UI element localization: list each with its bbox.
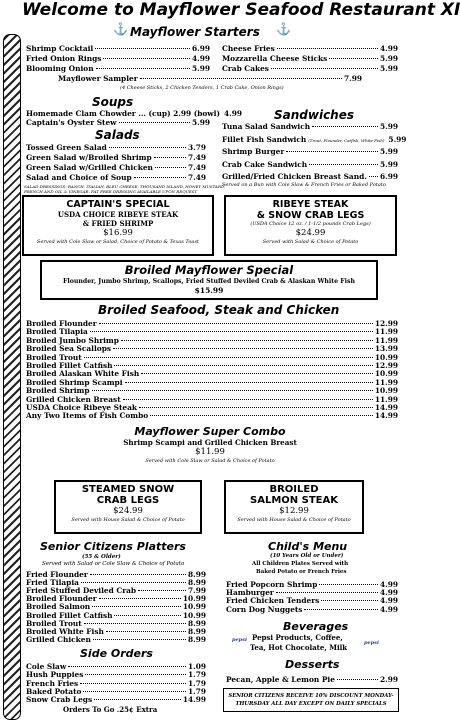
broiled-heading: Broiled Seafood, Steak and Chicken xyxy=(98,303,340,317)
item-price: 8.99 xyxy=(187,618,206,628)
item-price: 11.99 xyxy=(374,377,398,387)
item-price: 7.49 xyxy=(187,163,206,172)
item-price: 5.99 xyxy=(388,134,407,144)
sandwiches-heading: Sandwiches xyxy=(274,108,355,122)
discount-text: SENIOR CITIZENS RECEIVE 10% DISCOUNT MONDAY- xyxy=(228,693,394,699)
list-item xyxy=(226,675,398,684)
item-name: Broiled Flounder xyxy=(26,594,97,604)
item-name: Fried Flounder xyxy=(26,570,88,579)
childs-sub: Baked Potato or French Fries xyxy=(256,569,347,575)
item-name: Blooming Onion xyxy=(26,64,94,73)
item-price: 4.99 xyxy=(223,109,242,118)
item-price: 7.99 xyxy=(187,586,206,596)
box-note: Served with Salad & Choice of Potato xyxy=(262,239,359,245)
salmon-box xyxy=(224,480,364,534)
item-price: 10.99 xyxy=(182,594,206,604)
box-subtitle: (USDA Choice 12 oz. / 1-1/2 pounds Crab Legs) xyxy=(250,221,371,227)
item-name: Broiled Fillet Catfish xyxy=(26,610,113,620)
box-title: SALMON STEAK xyxy=(250,495,338,506)
box-title: Broiled Mayflower Special xyxy=(124,263,294,277)
item-price: 10.99 xyxy=(374,386,398,396)
item-price: 5.99 xyxy=(379,54,398,63)
senior-sub: (55 & Older) xyxy=(82,554,121,560)
item-price: 14.99 xyxy=(182,695,206,705)
childs-sub: (10 Years Old or Under) xyxy=(270,553,344,559)
list-item xyxy=(222,54,398,63)
item-price: 8.99 xyxy=(187,578,206,588)
item-name: Broiled Shrimp xyxy=(26,386,90,396)
item-price: 6.99 xyxy=(379,172,398,181)
senior-heading: Senior Citizens Platters xyxy=(40,540,186,553)
item-name: Broiled Shrimp Scampi xyxy=(26,377,123,387)
item-name: Tossed Green Salad xyxy=(26,143,107,152)
list-item xyxy=(222,172,398,181)
item-price: 1.79 xyxy=(187,678,206,688)
item-name: Fried Popcorn Shrimp xyxy=(226,580,318,589)
item-name: Hush Puppies xyxy=(26,670,84,680)
item-name: Broiled Salmon xyxy=(26,602,91,612)
item-name: Shrimp Burger xyxy=(222,147,285,156)
box-subtitle: & FRIED SHRIMP xyxy=(82,219,154,228)
item-price: 8.99 xyxy=(187,570,206,579)
item-name: Broiled Sea Scallops xyxy=(26,344,112,354)
box-note: Served with House Salad & Choice of Potato xyxy=(237,517,351,523)
item-price: 11.99 xyxy=(374,327,398,337)
item-price: 7.99 xyxy=(343,74,362,83)
item-price: 4.99 xyxy=(379,580,398,589)
list-item xyxy=(222,147,398,156)
beverages-line: Pepsi Products, Coffee, xyxy=(252,633,343,642)
item-name: Captain's Oyster Stew xyxy=(26,118,117,127)
list-item xyxy=(26,173,206,182)
anchor-icon: ⚓ xyxy=(113,22,128,36)
item-price: 3.79 xyxy=(187,143,206,152)
item-price: 5.99 xyxy=(379,147,398,156)
pepsi-logo: pepsi xyxy=(364,640,379,646)
item-price: 1.79 xyxy=(187,686,206,696)
box-price: $24.99 xyxy=(113,506,143,516)
item-price: 5.99 xyxy=(191,118,210,127)
list-item xyxy=(26,163,206,172)
beverages-heading: Beverages xyxy=(283,620,349,633)
item-price: 4.99 xyxy=(191,54,210,63)
list-item xyxy=(226,605,398,614)
ribeye-crab-box xyxy=(224,195,397,256)
discount-box xyxy=(223,688,399,712)
item-name: Any Two Items of Fish Combo xyxy=(26,411,149,421)
rope-border xyxy=(3,34,21,720)
item-name: Cole Slaw xyxy=(26,662,67,671)
box-title: STEAMED SNOW xyxy=(81,484,175,495)
item-price: 1.09 xyxy=(187,662,206,671)
dressing-note: FRENCH AND OIL & VINEGAR. FAT FREE DRESSING AVAILABLE UPON REQUEST xyxy=(24,189,198,194)
item-price: 5.99 xyxy=(379,159,398,169)
item-name: French Fries xyxy=(26,678,79,688)
snow-crab-box xyxy=(54,480,202,534)
box-subtitle: USDA CHOICE RIBEYE STEAK xyxy=(57,210,179,219)
item-price: 12.99 xyxy=(374,361,398,370)
item-price: 8.99 xyxy=(187,634,206,644)
item-name: Broiled White Fish xyxy=(26,626,104,636)
item-price: 10.99 xyxy=(182,610,206,620)
item-name: Grilled/Fried Chicken Breast Sand. xyxy=(222,172,367,181)
item-price: 2.99 xyxy=(379,675,398,684)
list-item xyxy=(222,134,407,145)
item-name: Crab Cakes xyxy=(222,64,269,73)
pepsi-logo: pepsi xyxy=(232,637,247,643)
list-item xyxy=(26,411,398,420)
item-name: Broiled Trout xyxy=(26,618,82,628)
item-name: Mayflower Sampler xyxy=(58,74,138,83)
childs-sub: All Children Plates Served with xyxy=(252,561,349,567)
list-item xyxy=(26,109,242,118)
item-name: Shrimp Cocktail xyxy=(26,44,94,53)
item-name: Tuna Salad Sandwich xyxy=(222,122,311,131)
item-name: Pecan, Apple & Lemon Pie xyxy=(226,675,335,684)
list-item xyxy=(26,635,206,644)
item-name: Grilled Chicken Breast xyxy=(26,394,121,404)
item-price: 10.99 xyxy=(374,369,398,379)
broiled-special-box xyxy=(40,260,378,300)
item-name: Broiled Tilapia xyxy=(26,327,88,337)
item-name: Broiled Trout xyxy=(26,352,82,362)
starters-heading: Mayflower Starters xyxy=(130,25,260,39)
item-price: 14.99 xyxy=(374,411,398,421)
item-price: 7.49 xyxy=(187,173,206,182)
item-price: 13.99 xyxy=(374,344,398,354)
list-item xyxy=(58,74,362,83)
item-name: Grilled Chicken xyxy=(26,634,91,644)
item-price: 5.99 xyxy=(191,64,210,73)
item-price: 7.49 xyxy=(187,153,206,162)
item-price: 11.99 xyxy=(374,335,398,345)
box-title: BROILED xyxy=(269,484,319,495)
box-note: Served with Cole Slaw or Salad & Choice of Potato xyxy=(145,458,275,464)
item-price: 12.99 xyxy=(374,319,398,328)
item-price: 1.79 xyxy=(187,670,206,680)
item-name: Fillet Fish Sandwich xyxy=(222,134,307,144)
item-name: Snow Crab Legs xyxy=(26,695,93,705)
box-note: Served with Cole Slaw or Salad, Choice of Potato & Texas Toast xyxy=(37,239,199,245)
sandwiches-footer: Served on a Bun with Cole Slaw & French Fries or Baked Potato xyxy=(222,182,386,188)
item-price: 4.99 xyxy=(379,604,398,614)
item-price: 10.99 xyxy=(374,352,398,362)
item-price: 8.99 xyxy=(187,626,206,636)
box-price: $16.99 xyxy=(103,228,133,238)
to-go-note: Orders To Go .25¢ Extra xyxy=(63,705,158,714)
list-item xyxy=(222,160,398,169)
sides-heading: Side Orders xyxy=(80,647,153,660)
item-name: Fried Onion Rings xyxy=(26,54,102,63)
list-item xyxy=(222,122,398,131)
item-price: 11.99 xyxy=(374,394,398,404)
item-note: (Trout, Flounder, Catfish, White Fish) xyxy=(308,137,385,143)
discount-text: THURSDAY ALL DAY EXCEPT ON DAILY SPECIALS xyxy=(235,701,387,707)
item-price: 6.99 xyxy=(191,44,210,53)
item-name: Mozzarella Cheese Sticks xyxy=(222,54,328,63)
page-title: Welcome to Mayflower Seafood Restaurant XI xyxy=(22,0,460,20)
box-price: $15.99 xyxy=(194,286,224,295)
item-name: Hamburger xyxy=(226,588,274,598)
item-price: 5.99 xyxy=(379,122,398,131)
box-price: $11.99 xyxy=(195,447,225,457)
list-item xyxy=(26,143,206,152)
sampler-note: (4 Cheese Sticks, 2 Chicken Tenders, 1 Crab Cake, Onion Rings) xyxy=(120,85,284,91)
list-item xyxy=(26,695,206,704)
item-price: 4.99 xyxy=(379,44,398,53)
senior-sub: Served with Salad or Cole Slaw & Choice of Potato xyxy=(42,561,185,567)
box-price: $12.99 xyxy=(279,506,309,516)
box-note: Served with House Salad & Choice of Potato xyxy=(71,517,185,523)
item-name: Broiled Alaskan White Fish xyxy=(26,369,140,379)
item-name: Green Salad w/Broiled Shrimp xyxy=(26,153,152,162)
box-title: CRAB LEGS xyxy=(96,495,160,506)
item-name: Green Salad w/Grilled Chicken xyxy=(26,163,153,172)
box-desc: Flounder, Jumbo Shrimp, Scallops, Fried Stuffed Deviled Crab & Alaskan White Fish xyxy=(63,278,355,285)
dressing-note: SALAD DRESSINGS: RANCH, ITALIAN, BLEU CHEESE, THOUSAND ISLAND, HONEY MUSTARD, xyxy=(24,184,226,189)
item-name: USDA Choice Ribeye Steak xyxy=(26,403,138,412)
item-name: Fried Chicken Tenders xyxy=(226,596,320,606)
box-title: CAPTAIN'S SPECIAL xyxy=(66,199,170,210)
item-name: Broiled Flounder xyxy=(26,319,97,328)
item-name: Baked Potato xyxy=(26,686,82,696)
box-title: Mayflower Super Combo xyxy=(134,425,286,438)
list-item xyxy=(26,153,206,162)
item-name: Fried Tilapia xyxy=(26,578,79,588)
list-item xyxy=(26,64,210,73)
soups-heading: Soups xyxy=(92,95,134,109)
item-price: 4.99 xyxy=(379,588,398,598)
list-item xyxy=(26,44,210,53)
anchor-icon: ⚓ xyxy=(276,22,291,36)
list-item xyxy=(26,118,210,127)
desserts-heading: Desserts xyxy=(285,658,340,671)
item-name: Fried Stuffed Deviled Crab xyxy=(26,586,137,596)
item-name: Broiled Fillet Catfish xyxy=(26,361,113,370)
box-title: & SNOW CRAB LEGS xyxy=(256,210,365,221)
childs-heading: Child's Menu xyxy=(268,540,348,553)
box-desc: Shrimp Scampi and Grilled Chicken Breast xyxy=(123,438,297,447)
salads-heading: Salads xyxy=(95,128,140,142)
box-price: $24.99 xyxy=(295,228,326,238)
item-name: Crab Cake Sandwich xyxy=(222,159,308,169)
item-name: Corn Dog Nuggets xyxy=(226,604,303,614)
item-name: Salad and Choice of Soup xyxy=(26,173,132,182)
list-item xyxy=(222,44,398,53)
item-price: 4.99 xyxy=(379,596,398,606)
item-name: Broiled Jumbo Shrimp xyxy=(26,335,119,345)
item-price: 5.99 xyxy=(379,64,398,73)
item-name: Cheese Fries xyxy=(222,44,275,53)
beverages-line: Tea, Hot Chocolate, Milk xyxy=(250,643,348,652)
captains-special-box xyxy=(22,195,214,256)
list-item xyxy=(222,64,398,73)
item-name: Homemade Clam Chowder ... (cup) 2.99 (bowl) xyxy=(26,109,220,118)
box-title: RIBEYE STEAK xyxy=(272,199,349,210)
item-price: 14.99 xyxy=(374,403,398,412)
item-price: 10.99 xyxy=(182,602,206,612)
super-combo-box xyxy=(86,425,334,470)
list-item xyxy=(26,54,210,63)
